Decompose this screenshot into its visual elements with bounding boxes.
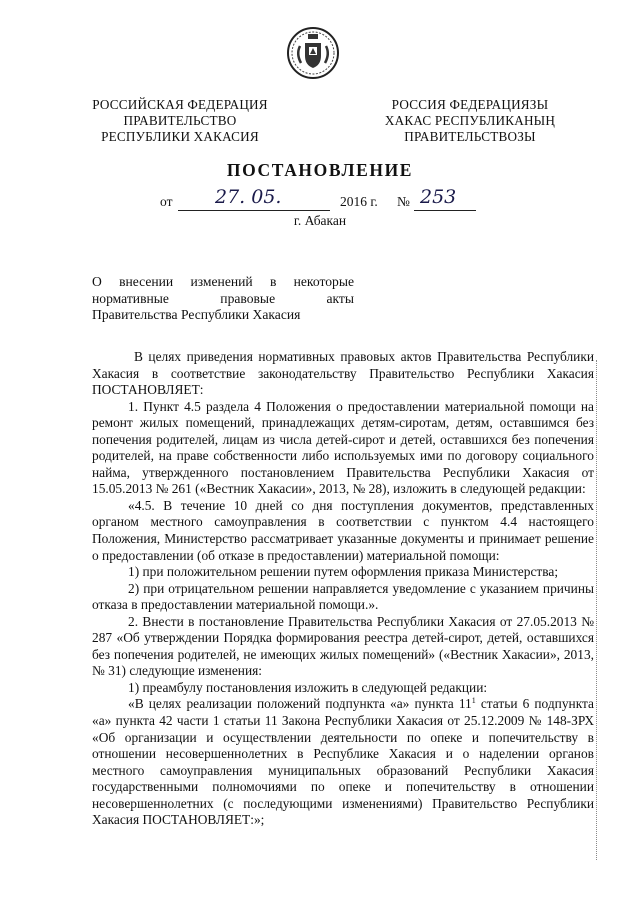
scan-margin-artifact [596,360,597,860]
handwritten-number: 253 [420,186,457,208]
new-preamble-text-b: статьи 6 подпункта «а» пункта 42 части 1 статьи 11 Закона Республики Хакасия от 25.12.2009 № 148-ЗРХ «Об организации и осуществлении деятельности по опеке и попечительству в отношении несовершеннолетних в Республике Хакасия и о наделении органов местного самоуправления муниципальных образований Республики Хакасия государственными полномочиями по опеке и попечительству в отношении несовершеннолетних (с последующими изменениями) Правительство Республики Хакасия ПОСТАНОВЛЯЕТ:»; [92,696,594,828]
header-left-line-3: РЕСПУБЛИКИ ХАКАСИЯ [101,129,259,144]
subject-line-3: Правительства Республики Хакасия [92,307,301,322]
body-paragraph-sub-2: 2) при отрицательном решении направляется уведомление с указанием причины отказа в предоставлении материальной помощи.». [92,580,594,613]
date-number-line [0,186,640,214]
document-body [92,349,594,829]
header-right-block [370,97,570,145]
header-left-block [80,97,280,145]
year-text: 2016 г. [340,194,378,209]
header-left-line-1: РОССИЙСКАЯ ФЕДЕРАЦИЯ [92,97,268,112]
body-paragraph-quote-4-5: «4.5. В течение 10 дней со дня поступления документов, представленных органом местного самоуправления в соответствии с пунктом 4.4 настоящего Положения, Министерство рассматривает указанные документы и принимает решение о предоставлении (об отказе в предоставлении) материальной помощи: [92,497,594,563]
body-paragraph-item-2: 2. Внести в постановление Правительства Республики Хакасия от 27.05.2013 № 287 «Об утверждении Порядка формирования реестра детей-сирот, детей, оставшихся без попечения родителей, не имеющих жилых помещений» («Вестник Хакасии», 2013, № 31) следующие изменения: [92,613,594,679]
city-label: г. Абакан [293,213,347,228]
subject-line-2: нормативные правовые акты [92,290,354,306]
subject-line-1: О внесении изменений в некоторые [92,274,354,289]
header-left-line-2: ПРАВИТЕЛЬСТВО [123,113,237,128]
date-prefix: от [160,194,173,209]
body-paragraph-new-preamble [92,696,594,828]
handwritten-date: 27. 05. [215,186,282,208]
body-paragraph-item-2-sub-1: 1) преамбулу постановления изложить в следующей редакции: [128,679,488,695]
document-title: ПОСТАНОВЛЕНИЕ [226,160,414,180]
header-right-line-2: ХАКАС РЕСПУБЛИКАНЫҢ [384,113,556,128]
new-preamble-text-a: «В целях реализации положений подпункта «а» пункта 11 [128,696,472,712]
header-right-line-3: ПРАВИТЕЛЬСТВОЗЫ [404,129,536,144]
body-paragraph-sub-1: 1) при положительном решении путем оформления приказа Министерства; [128,564,559,580]
coat-of-arms-emblem [286,26,340,80]
number-sign: № [397,194,410,209]
document-subject [92,274,354,324]
body-paragraph-preamble: В целях приведения нормативных правовых актов Правительства Республики Хакасия в соответствие законодательству Правительство Республики Хакасия ПОСТАНОВЛЯЕТ: [92,349,594,398]
superscript-index: 1 [471,696,476,706]
header-right-line-1: РОССИЯ ФЕДЕРАЦИЯЗЫ [391,97,549,112]
body-paragraph-item-1: 1. Пункт 4.5 раздела 4 Положения о предоставлении материальной помощи на ремонт жилых помещений, принадлежащих детям-сиротам, детям, оставшимся без попечения родителей, лицам из числа детей-сирот и детей, оставшихся без попечения родителей, на праве собственности либо используемых ими по договору социального найма, утвержденного постановлением Правительства Республики Хакасия от 15.05.2013 № 261 («Вестник Хакасии», 2013, № 28), изложить в следующей редакции: [92,398,594,497]
